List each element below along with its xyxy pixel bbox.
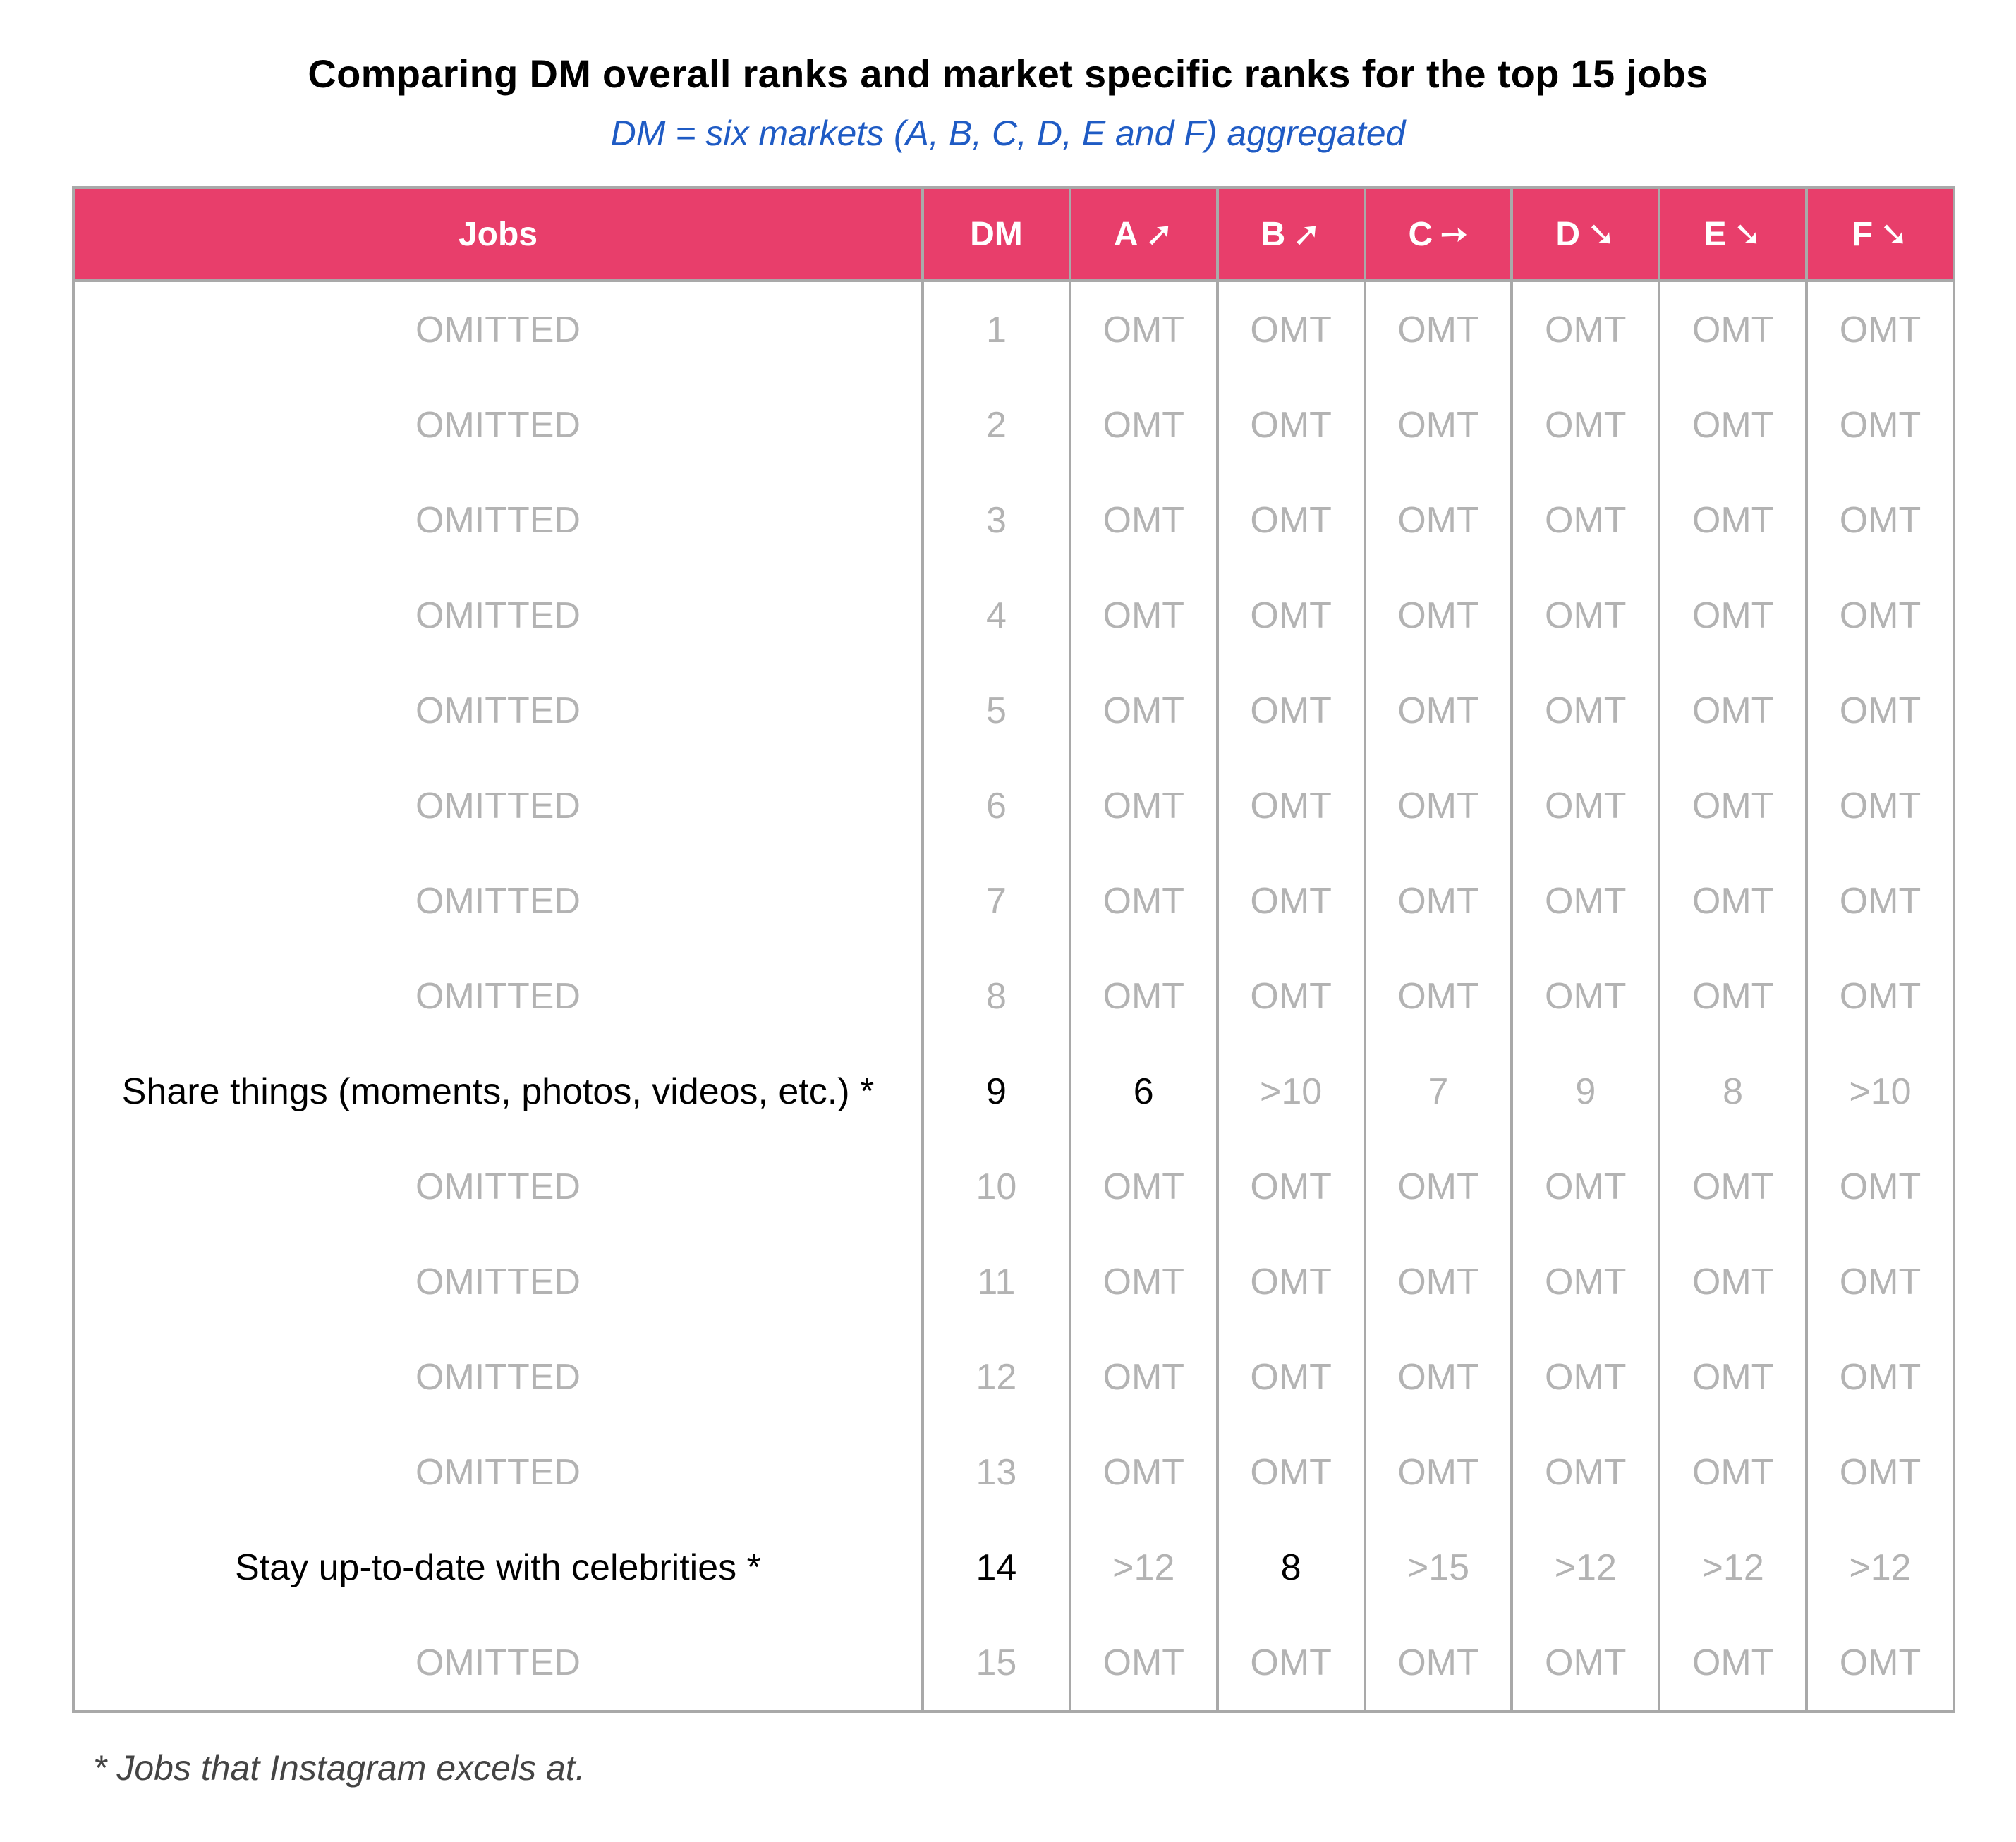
market-a-cell: OMT: [1070, 568, 1218, 663]
dm-rank-cell: 8: [923, 949, 1070, 1044]
market-f-cell: OMT: [1806, 281, 1954, 377]
market-a-cell: OMT: [1070, 1425, 1218, 1520]
market-d-cell: OMT: [1512, 472, 1659, 568]
market-c-cell: OMT: [1365, 377, 1512, 472]
dm-rank-cell: 4: [923, 568, 1070, 663]
page-subtitle: DM = six markets (A, B, C, D, E and F) aggregated: [610, 114, 1406, 153]
page-title: Comparing DM overall ranks and market specific ranks for the top 15 jobs: [308, 51, 1708, 96]
market-a-cell: OMT: [1070, 758, 1218, 853]
market-c-cell: OMT: [1365, 1139, 1512, 1234]
market-e-cell: OMT: [1659, 853, 1806, 949]
table-row: [73, 568, 1954, 663]
table-row: [73, 1329, 1954, 1425]
job-cell: OMITTED: [73, 281, 923, 377]
arrow-down-right-icon: ➘: [1880, 216, 1909, 253]
dm-rank-cell: 5: [923, 663, 1070, 758]
market-c-cell: OMT: [1365, 1425, 1512, 1520]
market-e-cell: OMT: [1659, 663, 1806, 758]
market-d-cell: OMT: [1512, 1615, 1659, 1712]
market-d-cell: OMT: [1512, 1139, 1659, 1234]
arrow-up-right-icon: ➚: [1292, 216, 1321, 253]
market-f-cell: OMT: [1806, 1139, 1954, 1234]
market-d-cell: OMT: [1512, 663, 1659, 758]
market-b-cell: OMT: [1218, 1425, 1365, 1520]
market-b-cell: OMT: [1218, 1615, 1365, 1712]
market-c-cell: OMT: [1365, 949, 1512, 1044]
column-header-label: D: [1555, 216, 1581, 253]
market-b-cell: OMT: [1218, 377, 1365, 472]
column-header-a: [1070, 188, 1218, 281]
market-a-cell: OMT: [1070, 281, 1218, 377]
market-d-cell: OMT: [1512, 1425, 1659, 1520]
market-f-cell: OMT: [1806, 853, 1954, 949]
table-row: [73, 472, 1954, 568]
dm-rank-cell: 2: [923, 377, 1070, 472]
market-d-cell: OMT: [1512, 568, 1659, 663]
market-b-cell: OMT: [1218, 1139, 1365, 1234]
dm-rank-cell: 15: [923, 1615, 1070, 1712]
column-header-label: Jobs: [458, 215, 538, 253]
job-cell: OMITTED: [73, 663, 923, 758]
market-a-cell: OMT: [1070, 1139, 1218, 1234]
market-a-cell: OMT: [1070, 1234, 1218, 1329]
market-a-cell: OMT: [1070, 1329, 1218, 1425]
market-f-cell: >12: [1806, 1520, 1954, 1615]
job-cell: OMITTED: [73, 472, 923, 568]
table-row: [73, 663, 1954, 758]
market-c-cell: OMT: [1365, 1615, 1512, 1712]
table-row: [73, 1520, 1954, 1615]
market-b-cell: OMT: [1218, 1234, 1365, 1329]
arrow-up-right-icon: ➚: [1145, 216, 1174, 253]
market-b-cell: OMT: [1218, 663, 1365, 758]
market-d-cell: OMT: [1512, 281, 1659, 377]
dm-rank-cell: 7: [923, 853, 1070, 949]
column-header-label: F: [1852, 216, 1874, 253]
dm-rank-cell: 6: [923, 758, 1070, 853]
table-row: [73, 758, 1954, 853]
table-row: [73, 377, 1954, 472]
market-f-cell: OMT: [1806, 377, 1954, 472]
column-header-label: C: [1408, 216, 1433, 253]
table-row: [73, 1234, 1954, 1329]
market-e-cell: 8: [1659, 1044, 1806, 1139]
job-cell: OMITTED: [73, 1425, 923, 1520]
arrow-down-right-icon: ➘: [1587, 216, 1616, 253]
market-f-cell: >10: [1806, 1044, 1954, 1139]
job-cell: OMITTED: [73, 1139, 923, 1234]
job-cell: OMITTED: [73, 949, 923, 1044]
market-a-cell: OMT: [1070, 377, 1218, 472]
market-c-cell: OMT: [1365, 281, 1512, 377]
column-header-e: [1659, 188, 1806, 281]
dm-rank-cell: 9: [923, 1044, 1070, 1139]
market-d-cell: >12: [1512, 1520, 1659, 1615]
column-header-c: [1365, 188, 1512, 281]
job-cell: Share things (moments, photos, videos, etc.) *: [73, 1044, 923, 1139]
job-cell: OMITTED: [73, 758, 923, 853]
market-c-cell: OMT: [1365, 853, 1512, 949]
market-d-cell: OMT: [1512, 853, 1659, 949]
arrow-down-right-icon: ➘: [1733, 216, 1762, 253]
table-row: [73, 853, 1954, 949]
market-b-cell: >10: [1218, 1044, 1365, 1139]
market-c-cell: OMT: [1365, 1234, 1512, 1329]
market-e-cell: OMT: [1659, 472, 1806, 568]
header-row: [73, 188, 1954, 281]
dm-rank-cell: 11: [923, 1234, 1070, 1329]
column-header-dm: [923, 188, 1070, 281]
dm-rank-cell: 14: [923, 1520, 1070, 1615]
market-d-cell: OMT: [1512, 1329, 1659, 1425]
market-e-cell: OMT: [1659, 1234, 1806, 1329]
market-b-cell: OMT: [1218, 949, 1365, 1044]
job-cell: OMITTED: [73, 1615, 923, 1712]
market-d-cell: OMT: [1512, 1234, 1659, 1329]
column-header-jobs: [73, 188, 923, 281]
dm-rank-cell: 13: [923, 1425, 1070, 1520]
column-header-label: B: [1261, 216, 1286, 253]
table-row: [73, 1425, 1954, 1520]
market-f-cell: OMT: [1806, 1615, 1954, 1712]
market-f-cell: OMT: [1806, 1329, 1954, 1425]
market-b-cell: OMT: [1218, 853, 1365, 949]
column-header-d: [1512, 188, 1659, 281]
market-a-cell: OMT: [1070, 1615, 1218, 1712]
market-f-cell: OMT: [1806, 663, 1954, 758]
market-e-cell: OMT: [1659, 568, 1806, 663]
market-e-cell: OMT: [1659, 281, 1806, 377]
market-d-cell: 9: [1512, 1044, 1659, 1139]
market-d-cell: OMT: [1512, 377, 1659, 472]
ranks-table: [72, 186, 1955, 1713]
market-b-cell: OMT: [1218, 758, 1365, 853]
job-cell: OMITTED: [73, 853, 923, 949]
table-row: [73, 1139, 1954, 1234]
market-e-cell: OMT: [1659, 1329, 1806, 1425]
market-f-cell: OMT: [1806, 1425, 1954, 1520]
market-c-cell: OMT: [1365, 758, 1512, 853]
market-e-cell: OMT: [1659, 1615, 1806, 1712]
market-f-cell: OMT: [1806, 949, 1954, 1044]
market-b-cell: OMT: [1218, 1329, 1365, 1425]
table-row: [73, 949, 1954, 1044]
market-c-cell: OMT: [1365, 1329, 1512, 1425]
market-f-cell: OMT: [1806, 568, 1954, 663]
market-d-cell: OMT: [1512, 758, 1659, 853]
job-cell: Stay up-to-date with celebrities *: [73, 1520, 923, 1615]
market-a-cell: OMT: [1070, 949, 1218, 1044]
market-c-cell: 7: [1365, 1044, 1512, 1139]
market-a-cell: >12: [1070, 1520, 1218, 1615]
market-b-cell: OMT: [1218, 568, 1365, 663]
job-cell: OMITTED: [73, 568, 923, 663]
market-e-cell: OMT: [1659, 758, 1806, 853]
market-e-cell: OMT: [1659, 1425, 1806, 1520]
dm-rank-cell: 10: [923, 1139, 1070, 1234]
market-e-cell: OMT: [1659, 377, 1806, 472]
footnote: * Jobs that Instagram excels at.: [93, 1748, 585, 1788]
market-e-cell: OMT: [1659, 949, 1806, 1044]
dm-rank-cell: 1: [923, 281, 1070, 377]
table-body: [73, 281, 1954, 1712]
job-cell: OMITTED: [73, 1234, 923, 1329]
job-cell: OMITTED: [73, 377, 923, 472]
market-b-cell: 8: [1218, 1520, 1365, 1615]
table-row: [73, 1044, 1954, 1139]
market-b-cell: OMT: [1218, 472, 1365, 568]
table-header: [73, 188, 1954, 281]
column-header-f: [1806, 188, 1954, 281]
job-cell: OMITTED: [73, 1329, 923, 1425]
arrow-right-icon: ➙: [1440, 216, 1469, 253]
table-row: [73, 281, 1954, 377]
market-b-cell: OMT: [1218, 281, 1365, 377]
market-f-cell: OMT: [1806, 1234, 1954, 1329]
market-c-cell: OMT: [1365, 472, 1512, 568]
column-header-label: E: [1704, 216, 1727, 253]
market-d-cell: OMT: [1512, 949, 1659, 1044]
market-c-cell: OMT: [1365, 568, 1512, 663]
market-e-cell: >12: [1659, 1520, 1806, 1615]
market-f-cell: OMT: [1806, 472, 1954, 568]
column-header-label: A: [1113, 216, 1138, 253]
column-header-b: [1218, 188, 1365, 281]
market-a-cell: 6: [1070, 1044, 1218, 1139]
column-header-label: DM: [970, 215, 1023, 253]
table-row: [73, 1615, 1954, 1712]
market-c-cell: >15: [1365, 1520, 1512, 1615]
market-c-cell: OMT: [1365, 663, 1512, 758]
market-a-cell: OMT: [1070, 663, 1218, 758]
market-f-cell: OMT: [1806, 758, 1954, 853]
market-a-cell: OMT: [1070, 853, 1218, 949]
market-a-cell: OMT: [1070, 472, 1218, 568]
dm-rank-cell: 3: [923, 472, 1070, 568]
market-e-cell: OMT: [1659, 1139, 1806, 1234]
dm-rank-cell: 12: [923, 1329, 1070, 1425]
